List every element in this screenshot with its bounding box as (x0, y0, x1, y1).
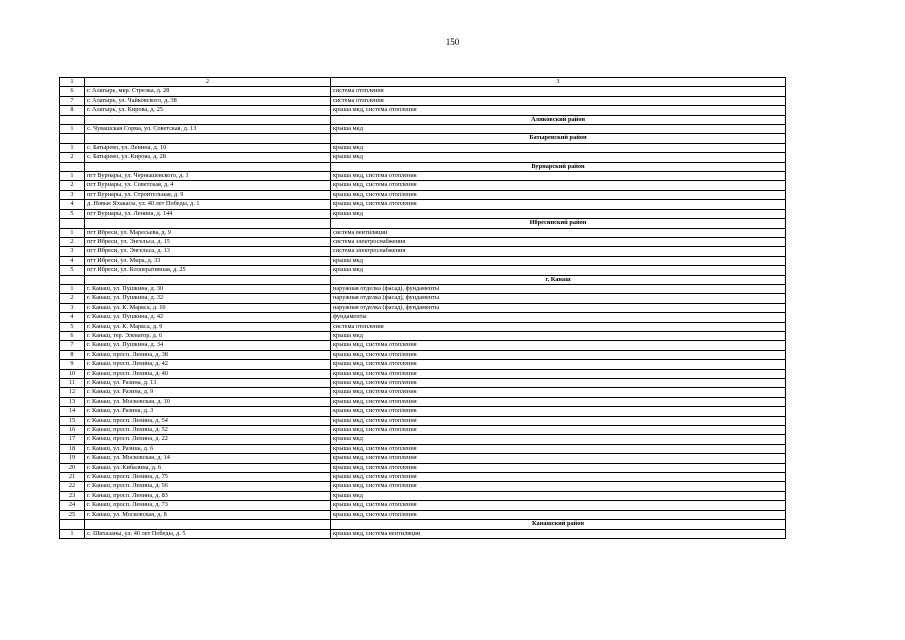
table-row (60, 313, 786, 322)
column-number-header: 1 (60, 78, 85, 87)
work-type-cell: крыша мкд (331, 209, 786, 218)
work-type-cell: крыша мкд, система отопления (331, 106, 786, 115)
table-row (60, 473, 786, 482)
table-row (60, 397, 786, 406)
district-section-row (60, 520, 786, 529)
address-cell: пгт Вурнары, ул. Чернышевского, д. 1 (85, 172, 331, 181)
work-type-cell: наружная отделка (фасад), фундаменты (331, 284, 786, 293)
work-type-cell: крыша мкд, система отопления (331, 341, 786, 350)
table-row (60, 331, 786, 340)
address-cell: г. Алатырь, ул. Кирова, д. 25 (85, 106, 331, 115)
table-row (60, 491, 786, 500)
address-cell: пгт Ибреси, ул. Энгельса, д. 13 (85, 247, 331, 256)
work-type-cell: крыша мкд, система отопления (331, 426, 786, 435)
row-number-cell: 1 (60, 172, 85, 181)
row-number-cell: 3 (60, 303, 85, 312)
row-number-cell: 8 (60, 106, 85, 115)
work-type-cell: крыша мкд, система отопления (331, 190, 786, 199)
table-row (60, 510, 786, 519)
work-type-cell: крыша мкд (331, 266, 786, 275)
row-number-cell: 24 (60, 501, 85, 510)
table-row (60, 96, 786, 105)
work-type-cell: система отопления (331, 322, 786, 331)
table-row (60, 228, 786, 237)
address-cell: г. Канаш, просп. Ленина, д. 73 (85, 501, 331, 510)
address-cell: г. Канаш, ул. К. Маркса, д. 10 (85, 303, 331, 312)
work-type-cell: крыша мкд, система отопления (331, 482, 786, 491)
district-section-row (60, 162, 786, 171)
table-row (60, 153, 786, 162)
table-row (60, 350, 786, 359)
work-type-cell: крыша мкд (331, 153, 786, 162)
address-cell: г. Канаш, ул. Московская, д. 14 (85, 454, 331, 463)
row-number-cell: 21 (60, 473, 85, 482)
address-cell: с. Батырево, ул. Ленина, д. 10 (85, 143, 331, 152)
table-row (60, 426, 786, 435)
table-row (60, 143, 786, 152)
district-title: г. Канаш (331, 275, 786, 284)
row-number-cell: 3 (60, 247, 85, 256)
district-title: Батыревский район (331, 134, 786, 143)
repair-schedule-table (59, 77, 786, 539)
row-number-cell: 1 (60, 284, 85, 293)
row-number-cell: 1 (60, 228, 85, 237)
table-row (60, 294, 786, 303)
address-cell: г. Канаш, ул. Разина, д. 13 (85, 379, 331, 388)
row-number-cell: 7 (60, 341, 85, 350)
address-cell: пгт Ибреси, ул. Кооперативная, д. 25 (85, 266, 331, 275)
section-empty-cell (85, 520, 331, 529)
row-number-cell: 11 (60, 379, 85, 388)
address-cell: г. Канаш, просп. Ленина, д. 52 (85, 426, 331, 435)
address-cell: д. Новые Яхакасы, ул. 40 лет Победы, д. 1 (85, 200, 331, 209)
address-cell: г. Канаш, просп. Ленина, д. 38 (85, 350, 331, 359)
row-number-cell: 22 (60, 482, 85, 491)
table-row (60, 501, 786, 510)
address-cell: г. Канаш, ул. Разина, д. 6 (85, 444, 331, 453)
row-number-cell: 4 (60, 256, 85, 265)
table-row (60, 529, 786, 538)
work-type-cell: система отопления (331, 96, 786, 105)
work-type-cell: крыша мкд (331, 435, 786, 444)
work-type-cell: крыша мкд, система отопления (331, 181, 786, 190)
district-section-row (60, 134, 786, 143)
address-cell: г. Канаш, просп. Ленина, д. 22 (85, 435, 331, 444)
work-type-cell: система отопления (331, 87, 786, 96)
row-number-cell: 14 (60, 407, 85, 416)
address-cell: г. Канаш, ул. Московская, д. 10 (85, 397, 331, 406)
table-row (60, 247, 786, 256)
work-type-cell: крыша мкд (331, 331, 786, 340)
district-section-row (60, 115, 786, 124)
table-row (60, 388, 786, 397)
table-row (60, 200, 786, 209)
work-type-cell: крыша мкд, система отопления (331, 379, 786, 388)
address-cell: г. Канаш, просп. Ленина, д. 42 (85, 360, 331, 369)
district-title: Канашский район (331, 520, 786, 529)
row-number-cell: 23 (60, 491, 85, 500)
table-row (60, 444, 786, 453)
row-number-cell: 7 (60, 96, 85, 105)
table-row (60, 379, 786, 388)
table-row (60, 125, 786, 134)
column-address-header: 2 (85, 78, 331, 87)
work-type-cell: крыша мкд, система отопления (331, 397, 786, 406)
section-empty-cell (60, 134, 85, 143)
table-row (60, 181, 786, 190)
address-cell: пгт Вурнары, ул. Ленина, д. 144 (85, 209, 331, 218)
table-row (60, 369, 786, 378)
column-work-header: 3 (331, 78, 786, 87)
work-type-cell: крыша мкд, система отопления (331, 350, 786, 359)
work-type-cell: крыша мкд, система отопления (331, 388, 786, 397)
table-row (60, 303, 786, 312)
page-number: 150 (445, 37, 460, 47)
row-number-cell: 5 (60, 266, 85, 275)
table-row (60, 454, 786, 463)
row-number-cell: 12 (60, 388, 85, 397)
table-row (60, 266, 786, 275)
address-cell: г. Канаш, ул. Разина, д. 9 (85, 388, 331, 397)
row-number-cell: 2 (60, 153, 85, 162)
section-empty-cell (85, 219, 331, 228)
row-number-cell: 2 (60, 237, 85, 246)
work-type-cell: система электроснабжения (331, 237, 786, 246)
section-empty-cell (60, 219, 85, 228)
work-type-cell: крыша мкд, система вентиляции (331, 529, 786, 538)
work-type-cell: крыша мкд, система отопления (331, 360, 786, 369)
row-number-cell: 17 (60, 435, 85, 444)
row-number-cell: 2 (60, 181, 85, 190)
work-type-cell: крыша мкд, система отопления (331, 473, 786, 482)
work-type-cell: фундаменты (331, 313, 786, 322)
row-number-cell: 6 (60, 87, 85, 96)
row-number-cell: 5 (60, 322, 85, 331)
work-type-cell: крыша мкд (331, 125, 786, 134)
address-cell: пгт Ибреси, ул. Энгельса, д. 15 (85, 237, 331, 246)
work-type-cell: крыша мкд, система отопления (331, 454, 786, 463)
table-row (60, 482, 786, 491)
address-cell: г. Канаш, ул. Московская, д. 8 (85, 510, 331, 519)
row-number-cell: 15 (60, 416, 85, 425)
section-empty-cell (60, 162, 85, 171)
row-number-cell: 25 (60, 510, 85, 519)
section-empty-cell (60, 520, 85, 529)
address-cell: г. Канаш, ул. Пушкина, д. 34 (85, 341, 331, 350)
table-body (60, 78, 786, 539)
work-type-cell: крыша мкд (331, 256, 786, 265)
address-cell: г. Канаш, ул. Разина, д. 3 (85, 407, 331, 416)
address-cell: с. Чувашская Сорма, ул. Советская, д. 13 (85, 125, 331, 134)
table-row (60, 87, 786, 96)
work-type-cell: система электроснабжения (331, 247, 786, 256)
work-type-cell: наружная отделка (фасад), фундаменты (331, 294, 786, 303)
section-empty-cell (85, 115, 331, 124)
row-number-cell: 5 (60, 209, 85, 218)
table-row (60, 190, 786, 199)
table-header-row (60, 78, 786, 87)
row-number-cell: 20 (60, 463, 85, 472)
table-row (60, 106, 786, 115)
address-cell: г. Канаш, ул. Пушкина, д. 32 (85, 294, 331, 303)
address-cell: г. Канаш, ул. Кибалина, д. 6 (85, 463, 331, 472)
table-row (60, 284, 786, 293)
section-empty-cell (60, 115, 85, 124)
work-type-cell: крыша мкд, система отопления (331, 501, 786, 510)
row-number-cell: 9 (60, 360, 85, 369)
row-number-cell: 18 (60, 444, 85, 453)
row-number-cell: 1 (60, 125, 85, 134)
address-cell: г. Алатырь, ул. Чайковского, д. 38 (85, 96, 331, 105)
table-row (60, 256, 786, 265)
row-number-cell: 1 (60, 143, 85, 152)
work-type-cell: крыша мкд, система отопления (331, 416, 786, 425)
address-cell: г. Канаш, просп. Ленина, д. 54 (85, 416, 331, 425)
address-cell: с. Батырево, ул. Кирова, д. 28 (85, 153, 331, 162)
table-row (60, 172, 786, 181)
address-cell: пгт Ибреси, ул. Маресьева, д. 9 (85, 228, 331, 237)
work-type-cell: наружная отделка (фасад), фундаменты (331, 303, 786, 312)
row-number-cell: 2 (60, 294, 85, 303)
address-cell: г. Канаш, просп. Ленина, д. 83 (85, 491, 331, 500)
table-row (60, 209, 786, 218)
work-type-cell: крыша мкд, система отопления (331, 407, 786, 416)
address-cell: г. Канаш, просп. Ленина, д. 40 (85, 369, 331, 378)
district-section-row (60, 275, 786, 284)
district-title: Ибресинский район (331, 219, 786, 228)
address-cell: г. Канаш, ул. К. Маркса, д. 9 (85, 322, 331, 331)
district-section-row (60, 219, 786, 228)
table-row (60, 407, 786, 416)
work-type-cell: система вентиляции (331, 228, 786, 237)
row-number-cell: 13 (60, 397, 85, 406)
table-row (60, 360, 786, 369)
table-row (60, 463, 786, 472)
section-empty-cell (60, 275, 85, 284)
address-cell: г. Алатырь, мкр. Стрелка, д. 28 (85, 87, 331, 96)
table-row (60, 341, 786, 350)
work-type-cell: крыша мкд, система отопления (331, 200, 786, 209)
address-cell: г. Канаш, ул. Пушкина, д. 30 (85, 284, 331, 293)
section-empty-cell (85, 134, 331, 143)
address-cell: г. Канаш, тер. Элеватор, д. 6 (85, 331, 331, 340)
table-row (60, 435, 786, 444)
row-number-cell: 1 (60, 529, 85, 538)
work-type-cell: крыша мкд (331, 143, 786, 152)
row-number-cell: 10 (60, 369, 85, 378)
section-empty-cell (85, 275, 331, 284)
row-number-cell: 8 (60, 350, 85, 359)
table-row (60, 237, 786, 246)
district-title: Аликовский район (331, 115, 786, 124)
row-number-cell: 3 (60, 190, 85, 199)
work-type-cell: крыша мкд, система отопления (331, 510, 786, 519)
work-type-cell: крыша мкд, система отопления (331, 369, 786, 378)
work-type-cell: крыша мкд, система отопления (331, 172, 786, 181)
table-row (60, 322, 786, 331)
district-title: Вурнарский район (331, 162, 786, 171)
address-cell: г. Канаш, просп. Ленина, д. 75 (85, 473, 331, 482)
address-cell: пгт Ибреси, ул. Мира, д. 33 (85, 256, 331, 265)
row-number-cell: 4 (60, 313, 85, 322)
row-number-cell: 6 (60, 331, 85, 340)
address-cell: г. Канаш, ул. Пушкина, д. 42 (85, 313, 331, 322)
address-cell: пгт Вурнары, ул. Строительная, д. 9 (85, 190, 331, 199)
address-cell: пгт Вурнары, ул. Советская, д. 4 (85, 181, 331, 190)
work-type-cell: крыша мкд (331, 491, 786, 500)
row-number-cell: 16 (60, 426, 85, 435)
section-empty-cell (85, 162, 331, 171)
work-type-cell: крыша мкд, система отопления (331, 463, 786, 472)
table-row (60, 416, 786, 425)
row-number-cell: 19 (60, 454, 85, 463)
address-cell: г. Канаш, просп. Ленина, д. 56 (85, 482, 331, 491)
address-cell: с. Шихазаны, ул. 40 лет Победы, д. 5 (85, 529, 331, 538)
work-type-cell: крыша мкд, система отопления (331, 444, 786, 453)
row-number-cell: 4 (60, 200, 85, 209)
